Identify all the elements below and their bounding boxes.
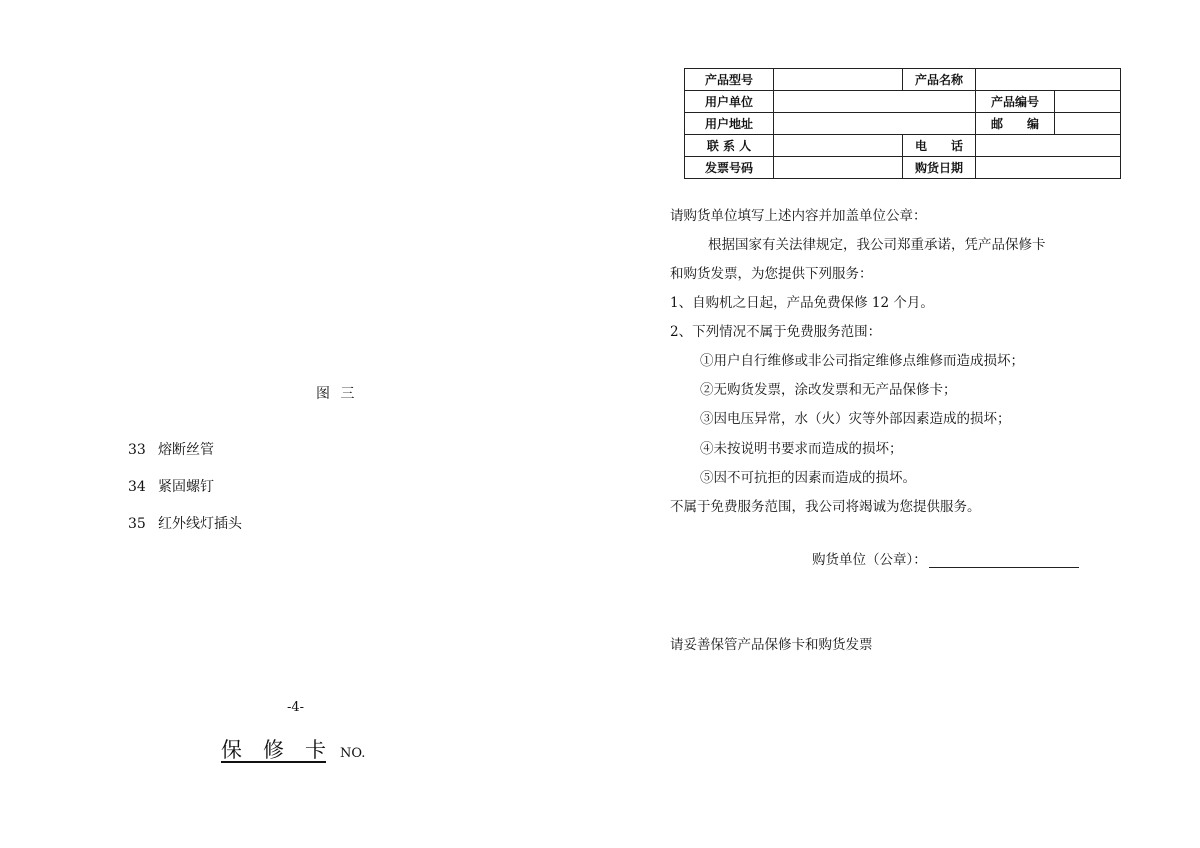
exclusion-item: ③因电压异常，水（火）灾等外部因素造成的损坏； xyxy=(700,411,1011,427)
field-purchase-date[interactable] xyxy=(976,157,1121,179)
exclusion-item: ①用户自行维修或非公司指定维修点维修而造成损坏； xyxy=(700,353,1024,369)
table-row xyxy=(685,91,1121,113)
part-number: 35 xyxy=(128,516,146,532)
fill-instruction: 请购货单位填写上述内容并加盖单位公章： xyxy=(670,208,927,224)
warranty-info-table xyxy=(684,68,1121,179)
stamp-blank-line[interactable] xyxy=(929,553,1079,568)
exclusion-item: ⑤因不可抗拒的因素而造成的损坏。 xyxy=(700,470,916,486)
part-number: 34 xyxy=(128,479,146,495)
table-row xyxy=(685,157,1121,179)
field-phone[interactable] xyxy=(976,135,1121,157)
intro-line-1: 根据国家有关法律规定，我公司郑重承诺，凭产品保修卡 xyxy=(708,237,1046,253)
field-product-name[interactable] xyxy=(976,69,1121,91)
label-product-name: 产品名称 xyxy=(903,69,976,91)
field-contact-person[interactable] xyxy=(774,135,903,157)
table-row xyxy=(685,69,1121,91)
warranty-item-2: 2、下列情况不属于免费服务范围： xyxy=(670,324,882,340)
label-purchase-date: 购货日期 xyxy=(903,157,976,179)
field-postcode[interactable] xyxy=(1055,113,1121,135)
field-user-unit[interactable] xyxy=(774,91,976,113)
table-row xyxy=(685,113,1121,135)
stamp-label: 购货单位（公章）： xyxy=(812,552,927,568)
label-user-address: 用户地址 xyxy=(685,113,774,135)
label-phone: 电 话 xyxy=(903,135,976,157)
label-user-unit: 用户单位 xyxy=(685,91,774,113)
warranty-card-title xyxy=(221,734,365,764)
footer-note: 请妥善保管产品保修卡和购货发票 xyxy=(670,637,873,653)
parts-list-item xyxy=(128,513,242,533)
figure-caption: 图 三 xyxy=(316,386,358,402)
field-user-address[interactable] xyxy=(774,113,976,135)
label-invoice-number: 发票号码 xyxy=(685,157,774,179)
label-product-model: 产品型号 xyxy=(685,69,774,91)
page-number: -4- xyxy=(287,700,305,715)
part-name: 熔断丝管 xyxy=(158,442,214,458)
field-invoice-number[interactable] xyxy=(774,157,903,179)
exclusion-item: ②无购货发票，涂改发票和无产品保修卡； xyxy=(700,382,957,398)
exclusion-item: ④未按说明书要求而造成的损坏； xyxy=(700,441,903,457)
field-product-model[interactable] xyxy=(774,69,903,91)
label-postcode: 邮 编 xyxy=(976,113,1055,135)
part-name: 红外线灯插头 xyxy=(158,516,242,532)
card-title-text: 保 修 卡 xyxy=(221,738,326,762)
card-no-label: NO. xyxy=(340,746,366,761)
warranty-item-1: 1、自购机之日起，产品免费保修 12 个月。 xyxy=(670,295,934,311)
field-product-serial[interactable] xyxy=(1055,91,1121,113)
part-name: 紧固螺钉 xyxy=(158,479,214,495)
stamp-line xyxy=(812,548,1079,568)
label-contact-person: 联 系 人 xyxy=(685,135,774,157)
label-product-serial: 产品编号 xyxy=(976,91,1055,113)
parts-list-item xyxy=(128,476,214,496)
part-number: 33 xyxy=(128,442,146,458)
parts-list-item xyxy=(128,439,214,459)
table-row xyxy=(685,135,1121,157)
service-note: 不属于免费服务范围，我公司将竭诚为您提供服务。 xyxy=(670,499,981,515)
intro-line-2: 和购货发票，为您提供下列服务： xyxy=(670,266,873,282)
